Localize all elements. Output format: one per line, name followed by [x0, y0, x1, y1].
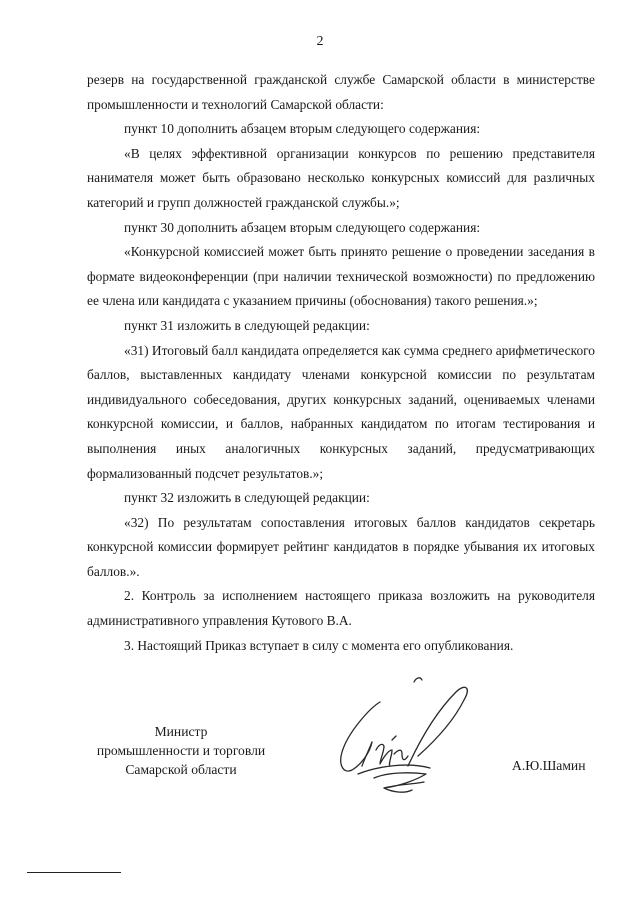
- paragraph-2: пункт 10 дополнить абзацем вторым следующего содержания:: [124, 121, 481, 137]
- paragraph-8: пункт 32 изложить в следующей редакции:: [124, 490, 370, 506]
- paragraph-9: «32) По результатам сопоставления итоговых баллов кандидатов секретарь конкурсной комиссии формирует рейтинг кандидатов в порядке убывания их итоговых баллов.».: [87, 514, 595, 579]
- paragraph-1: резерв на государственной гражданской службе Самарской области в министерстве промышленности и технологий Самарской области:: [87, 72, 595, 112]
- signatory-title-line-2: промышленности и торговли: [96, 743, 266, 758]
- signer-name: А.Ю.Шамин: [512, 758, 586, 773]
- paragraph-4: пункт 30 дополнить абзацем вторым следующего содержания:: [124, 219, 481, 235]
- page-number: 2: [316, 34, 324, 49]
- paragraph-6: пункт 31 изложить в следующей редакции:: [124, 317, 370, 333]
- signatory-title: [96, 722, 266, 779]
- paragraph-3: «В целях эффективной организации конкурсов по решению представителя нанимателя может быть образовано несколько конкурсных комиссий для различных категорий и групп должностей гражданской службы.»;: [87, 145, 595, 210]
- paragraph-11: 3. Настоящий Приказ вступает в силу с момента его опубликования.: [124, 637, 514, 653]
- paragraph-5: «Конкурсной комиссией может быть принято решение о проведении заседания в формате видеоконференции (при наличии технической возможности) по предложению ее члена или кандидата с указанием причины (обоснования) такого решения.»;: [87, 244, 595, 309]
- handwritten-signature: [318, 670, 478, 800]
- paragraph-10: 2. Контроль за исполнением настоящего приказа возложить на руководителя административного управления Кутового В.А.: [87, 588, 595, 629]
- signatory-title-line-1: Министр: [154, 724, 208, 739]
- signatory-title-line-3: Самарской области: [125, 762, 237, 777]
- paragraph-7: «31) Итоговый балл кандидата определяется как сумма среднего арифметического баллов, выставленных кандидату членами конкурсной комиссии по результатам индивидуального собеседования, других конкурсных заданий, оцениваемых членами конкурсной комиссии, и баллов, набранных кандидатом по итогам тестирования и выполнения иных аналогичных конкурсных заданий, предусматривающих формализованный подсчет результатов.»;: [87, 342, 595, 481]
- footer-divider: [27, 872, 121, 873]
- document-body: [87, 68, 595, 658]
